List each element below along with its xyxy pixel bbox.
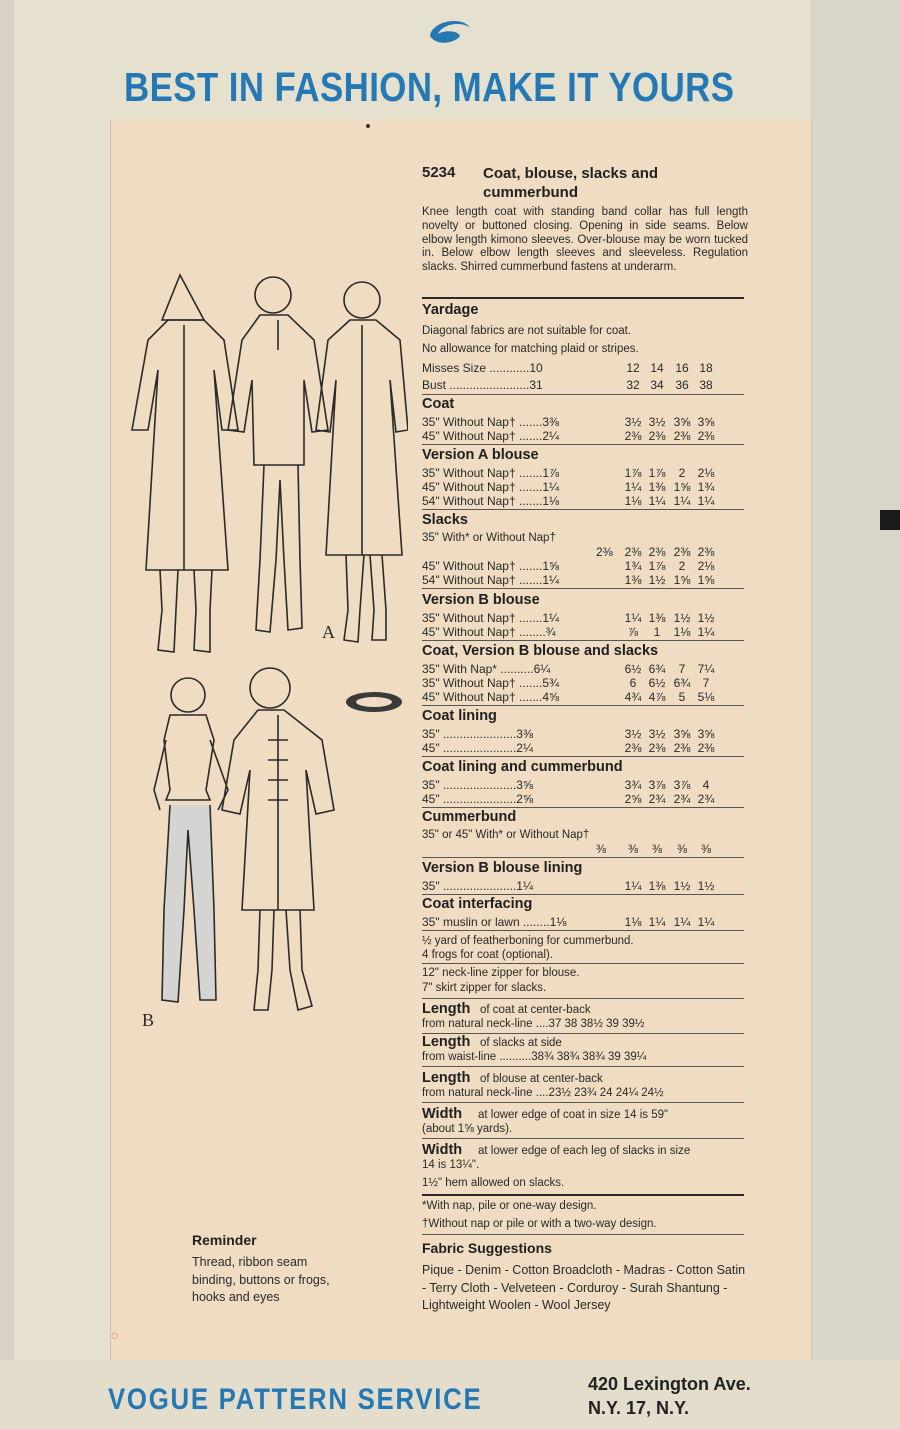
yardage-value: 1½ [697,611,715,625]
yardage-value: 3⅝ [673,415,691,429]
yardage-section-title: Slacks [422,512,468,528]
sizes-label: Misses Size ............10 [422,361,543,375]
yardage-value: 2¾ [697,792,715,806]
yardage-value: 6½ [624,662,642,676]
yardage-value: 1¼ [648,915,666,929]
yardage-value: 1½ [673,879,691,893]
divider [422,1138,744,1139]
hem-note: 1½" hem allowed on slacks. [422,1177,565,1189]
yardage-value: 3½ [624,415,642,429]
footnote: *With nap, pile or one-way design. [422,1200,597,1212]
yardage-value: 3⅞ [648,778,666,792]
yardage-value: 6¾ [673,676,691,690]
divider [422,963,744,964]
yardage-value: 1¼ [648,494,666,508]
yardage-title: Yardage [422,302,479,318]
yardage-section-title: Coat interfacing [422,896,533,912]
yardage-value: 1⅛ [673,625,691,639]
yardage-value: 3¾ [624,778,642,792]
yardage-section-title: Cummerbund [422,809,517,825]
yardage-value: 2⅜ [624,741,642,755]
measurement-line: from waist-line ..........38¾ 38¾ 38¾ 39 39¼ [422,1051,647,1063]
yardage-value: 2⅜ [673,741,691,755]
yardage-value: 1½ [648,573,666,587]
yardage-section-title: Coat [422,396,455,412]
yardage-value: 2⅛ [697,466,715,480]
yardage-value: 1¼ [624,879,642,893]
vogue-swirl-logo-icon [424,14,476,48]
divider [422,894,744,895]
yardage-note: No allowance for matching plaid or stripes. [422,343,639,355]
pattern-number: 5234 [422,164,456,181]
yardage-value: 2⅜ [697,741,715,755]
yardage-value: 2⅜ [697,545,715,559]
cummerbund-illustration [346,692,402,712]
measurement-title: Length [422,1070,471,1086]
envelope-left-edge [0,0,14,1429]
yardage-value: 3½ [648,727,666,741]
notion-line: ½ yard of featherboning for cummerbund. [422,935,634,947]
yardage-section-subtitle: 35" With* or Without Nap† [422,532,556,544]
registration-mark [880,510,900,530]
divider [422,1234,744,1235]
bust-value: 38 [699,378,713,392]
yardage-value: 1¼ [624,611,642,625]
measurement-line: from natural neck-line ....23½ 23¾ 24 24¼ 24½ [422,1087,664,1099]
yardage-value: 2⅜ [697,429,715,443]
fabric-suggestions-text: Pique - Denim - Cotton Broadcloth - Madras - Cotton Satin - Terry Cloth - Velveteen - Corduroy - Surah Shantung - Lightweight Woolen - Wool Jersey [422,1263,746,1312]
divider [422,588,744,589]
yardage-section-title: Coat, Version B blouse and slacks [422,643,659,659]
footer-address-line1: 420 Lexington Ave. [588,1374,751,1394]
yardage-value: 1⅝ [673,573,691,587]
yardage-value: 1⅜ [648,879,666,893]
measurement-title: Width [422,1142,463,1158]
size-value: 12 [626,361,640,375]
measurement-line: from natural neck-line ....37 38 38½ 39 39½ [422,1018,645,1030]
yardage-row-label: 35" ......................3⅝ [422,778,533,792]
figure-coat-front [222,668,334,1010]
yardage-value: ⅜ [651,842,662,856]
divider [422,857,744,858]
yardage-section-title: Version A blouse [422,447,539,463]
yardage-value: 3⅝ [697,727,715,741]
yardage-row-label: 2⅜ [596,545,613,559]
yardage-row-label: 35" muslin or lawn ........1⅛ [422,915,567,929]
pattern-title: Coat, blouse, slacks and cummerbund [483,165,659,201]
yardage-value: 2⅜ [648,429,666,443]
yardage-value: 1⅛ [624,915,642,929]
footer-brand: VOGUE PATTERN SERVICE [108,1383,483,1416]
yardage-row-label: 45" Without Nap† .......1⅝ [422,559,559,573]
punch-mark [366,124,370,128]
yardage-value: 1⅝ [697,573,715,587]
fashion-illustration [118,270,408,1040]
yardage-value: 4¾ [624,690,642,704]
pattern-description: Knee length coat with standing band collar has full length novelty or buttoned closing. Opening in side seams. Below elbow length kimono sleeves. Over-blouse may be worn tucked in. Below elbow length sleeves and sleeveless. Regulation slacks. Shirred cummerbund fastens at underarm. [422,206,748,274]
yardage-value: 3⅝ [697,415,715,429]
figure-coat-back [132,275,238,652]
yardage-value: 5⅛ [697,690,715,704]
yardage-row-label: 54" Without Nap† .......1¼ [422,573,559,587]
yardage-section-title: Version B blouse lining [422,860,583,876]
divider [422,1102,744,1103]
yardage-row-label: 45" ......................2⅝ [422,792,533,806]
yardage-value: 2⅜ [648,545,666,559]
measurement-line: of blouse at center-back [480,1073,603,1085]
yardage-section-subtitle: 35" or 45" With* or Without Nap† [422,829,590,841]
yardage-value: 1⅞ [648,466,666,480]
yardage-value: 3⅝ [673,727,691,741]
yardage-value: 2¾ [648,792,666,806]
bust-value: 36 [675,378,689,392]
yardage-value: ⅜ [700,842,711,856]
yardage-value: 1¼ [697,494,715,508]
divider [422,444,744,445]
yardage-note: Diagonal fabrics are not suitable for coat. [422,325,632,337]
footnote: †Without nap or pile or with a two-way design. [422,1218,657,1230]
divider [422,930,744,931]
yardage-row-label: 35" With Nap* ..........6¼ [422,662,551,676]
view-b-label: B [142,1010,155,1030]
fabric-suggestions-title: Fabric Suggestions [422,1240,552,1256]
yardage-value: 7 [702,676,710,690]
measurement-line: at lower edge of each leg of slacks in size [478,1145,691,1157]
measurement-line: (about 1⅝ yards). [422,1123,513,1135]
yardage-value: ⅞ [627,625,638,639]
measurement-line: 14 is 13¼". [422,1159,480,1171]
reminder-title: Reminder [192,1232,257,1248]
yardage-row-label: 35" Without Nap† .......3⅜ [422,415,559,429]
yardage-value: ⅜ [627,842,638,856]
measurement-title: Length [422,1034,471,1050]
yardage-value: 2⅛ [697,559,715,573]
yardage-value: 1⅛ [624,494,642,508]
yardage-value: 3½ [624,727,642,741]
yardage-value: 6¾ [648,662,666,676]
yardage-value: 1⅜ [648,611,666,625]
yardage-value: 1⅜ [648,480,666,494]
bust-value: 32 [626,378,640,392]
yardage-value: 1¾ [697,480,715,494]
yardage-value: 2⅜ [624,429,642,443]
yardage-value: 1⅜ [624,573,642,587]
yardage-value: 2¾ [673,792,691,806]
yardage-section-title: Version B blouse [422,592,540,608]
yardage-row-label: 45" Without Nap† ........¾ [422,625,556,639]
yardage-row-label: ⅜ [596,842,607,856]
yardage-row-label: 45" ......................2¼ [422,741,533,755]
divider [422,807,744,808]
size-value: 16 [675,361,689,375]
divider [422,394,744,395]
measurement-line: of slacks at side [480,1037,562,1049]
view-a-label: A [322,622,335,642]
yardage-value: 1⅝ [673,480,691,494]
yardage-value: 3⅞ [673,778,691,792]
divider [422,640,744,641]
yardage-value: 1¼ [673,915,691,929]
divider [422,998,744,999]
yardage-value: 2⅜ [648,741,666,755]
yardage-value: 6½ [648,676,666,690]
headline: BEST IN FASHION, MAKE IT YOURS [124,64,735,110]
figure-coat-back-right [316,282,408,642]
yardage-row-label: 35" ......................3⅜ [422,727,533,741]
yardage-section-title: Coat lining [422,708,497,724]
yardage-value: 4⅞ [648,690,666,704]
yardage-value: 2⅜ [673,429,691,443]
reminder-text: Thread, ribbon seam binding, buttons or frogs, hooks and eyes [192,1255,330,1304]
yardage-value: 7 [678,662,686,676]
divider [422,297,744,299]
figure-blouse-back [228,277,328,632]
yardage-value: 6 [629,676,637,690]
yardage-row-label: 35" Without Nap† .......1⅞ [422,466,559,480]
size-value: 18 [699,361,713,375]
yardage-value: 1⅞ [648,559,666,573]
yardage-row-label: 35" Without Nap† .......1¼ [422,611,559,625]
bust-value: 34 [650,378,664,392]
divider [422,705,744,706]
yardage-value: 1¾ [624,559,642,573]
yardage-row-label: 35" ......................1¼ [422,879,533,893]
measurement-line: at lower edge of coat in size 14 is 59" [478,1109,669,1121]
yardage-value: 2⅜ [673,545,691,559]
yardage-row-label: 35" Without Nap† .......5¾ [422,676,559,690]
pencil-marking: ◦ [108,1319,122,1351]
yardage-value: 2 [678,559,686,573]
divider [422,1194,744,1196]
yardage-row-label: 45" Without Nap† .......2¼ [422,429,559,443]
yardage-section-title: Coat lining and cummerbund [422,759,623,775]
yardage-value: 1⅞ [624,466,642,480]
envelope-right-flap [810,0,900,1429]
yardage-row-label: 45" Without Nap† .......1¼ [422,480,559,494]
bust-label: Bust ........................31 [422,378,543,392]
yardage-row-label: 45" Without Nap† .......4⅝ [422,690,559,704]
yardage-value: 7¼ [697,662,715,676]
measurement-title: Width [422,1106,463,1122]
measurement-line: of coat at center-back [480,1004,591,1016]
yardage-value: 3½ [648,415,666,429]
yardage-value: 1½ [673,611,691,625]
notion-line: 7" skirt zipper for slacks. [422,982,547,994]
notion-line: 12" neck-line zipper for blouse. [422,967,580,979]
footer-address-line2: N.Y. 17, N.Y. [588,1398,690,1418]
notion-line: 4 frogs for coat (optional). [422,949,554,961]
yardage-value: 5 [678,690,686,704]
yardage-value: ⅜ [676,842,687,856]
yardage-value: 1¼ [697,915,715,929]
yardage-value: 2⅝ [624,792,642,806]
yardage-value: 2 [678,466,686,480]
yardage-value: 4 [702,778,710,792]
yardage-row-label: 54" Without Nap† .......1⅛ [422,494,559,508]
divider [422,509,744,510]
size-value: 14 [650,361,664,375]
divider [422,1066,744,1067]
yardage-value: 1½ [697,879,715,893]
figure-sleeveless-back [154,678,228,1002]
divider [422,756,744,757]
yardage-value: 1¼ [697,625,715,639]
yardage-value: 1¼ [624,480,642,494]
yardage-value: 1¼ [673,494,691,508]
yardage-value: 1 [653,625,661,639]
yardage-value: 2⅜ [624,545,642,559]
measurement-title: Length [422,1001,471,1017]
